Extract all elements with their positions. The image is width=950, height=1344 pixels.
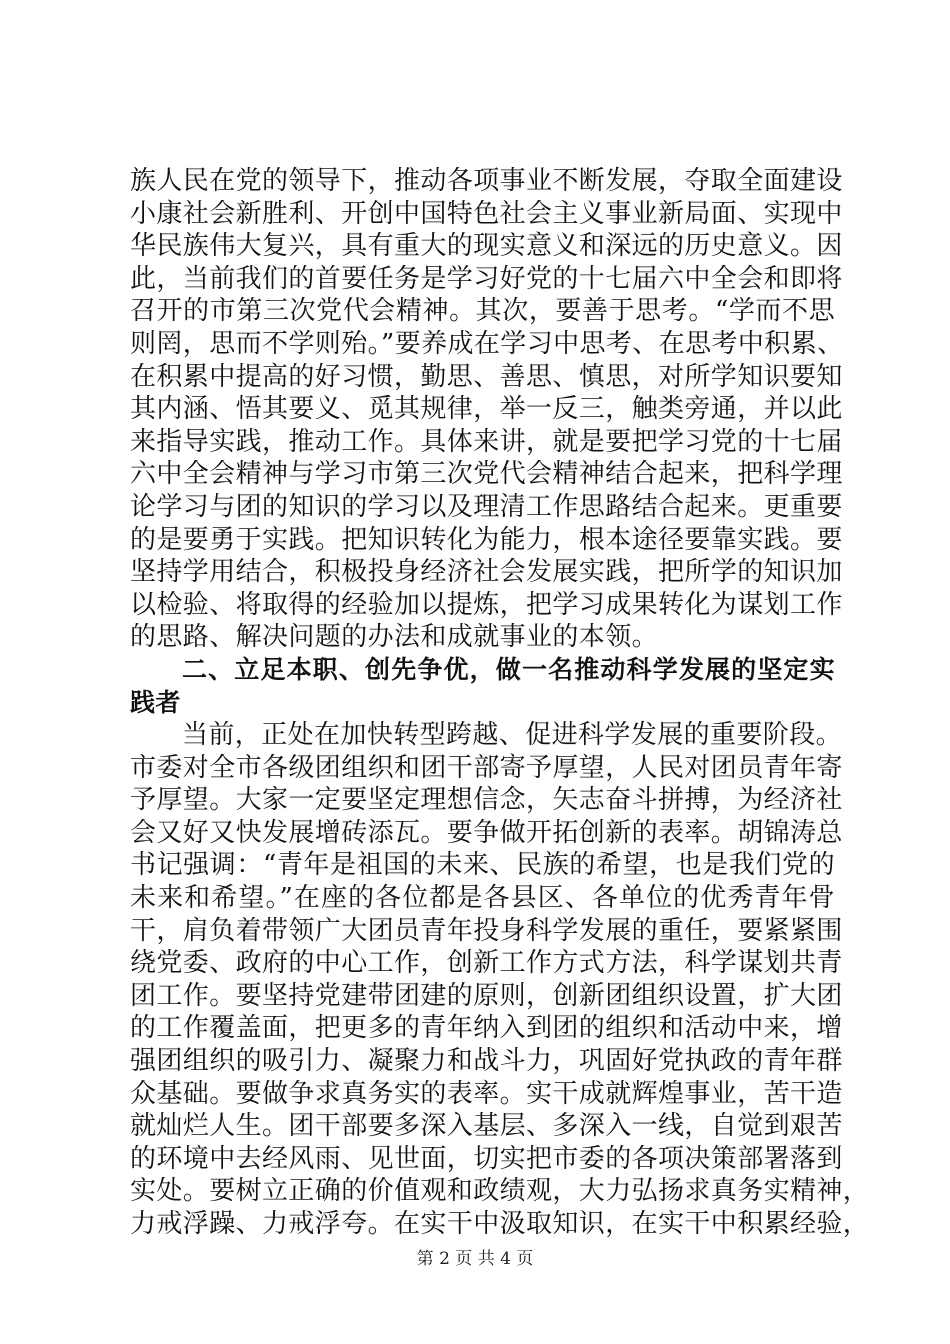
text-line: 团工作。要坚持党建带团建的原则，创新团组织设置，扩大团: [130, 980, 843, 1011]
text-line: 来指导实践，推动工作。具体来讲，就是要把学习党的十七届: [130, 426, 843, 457]
text-line: 召开的市第三次党代会精神。其次，要善于思考。“学而不思: [130, 296, 835, 327]
text-line: 六中全会精神与学习市第三次党代会精神结合起来，把科学理: [130, 459, 843, 490]
text-line: 力戒浮躁、力戒浮夸。在实干中汲取知识，在实干中积累经验，: [130, 1209, 870, 1239]
text-line: 未来和希望。”在座的各位都是各县区、各单位的优秀青年骨: [130, 883, 835, 914]
text-line: 小康社会新胜利、开创中国特色社会主义事业新局面、实现中: [130, 198, 843, 229]
text-line: 绕党委、政府的中心工作，创新工作方式方法，科学谋划共青: [130, 948, 843, 979]
text-line: 干，肩负着带领广大团员青年投身科学发展的重任，要紧紧围: [130, 915, 843, 946]
text-line: 市委对全市各级团组织和团干部寄予厚望，人民对团员青年寄: [130, 752, 843, 783]
text-line: 族人民在党的领导下，推动各项事业不断发展，夺取全面建设: [130, 166, 843, 196]
text-line: 论学习与团的知识的学习以及理清工作思路结合起来。更重要: [130, 491, 843, 522]
text-line: 的工作覆盖面，把更多的青年纳入到团的组织和活动中来，增: [130, 1013, 843, 1044]
paragraph-2: [130, 719, 870, 1241]
text-line: 实处。要树立正确的价值观和政绩观，大力弘扬求真务实精神，: [130, 1176, 870, 1207]
text-line: 的环境中去经风雨、见世面，切实把市委的各项决策部署落到: [130, 1143, 843, 1174]
document-body: [130, 165, 870, 1241]
text-line: 坚持学用结合，积极投身经济社会发展实践，把所学的知识加: [130, 557, 843, 588]
text-line: 会又好又快发展增砖添瓦。要争做开拓创新的表率。胡锦涛总: [130, 817, 843, 848]
text-line: 就灿烂人生。团干部要多深入基层、多深入一线，自觉到艰苦: [130, 1111, 843, 1142]
text-line: 众基础。要做争求真务实的表率。实干成就辉煌事业，苦干造: [130, 1078, 843, 1109]
text-line: 当前，正处在加快转型跨越、促进科学发展的重要阶段。: [182, 720, 843, 751]
heading-line: 二、立足本职、创先争优，做一名推动科学发展的坚定实: [182, 654, 835, 684]
text-line: 则罔，思而不学则殆。”要养成在学习中思考、在思考中积累、: [130, 328, 844, 359]
text-line: 强团组织的吸引力、凝聚力和战斗力，巩固好党执政的青年群: [130, 1046, 843, 1077]
paragraph-1: [130, 165, 844, 654]
text-line: 以检验、将取得的经验加以提炼，把学习成果转化为谋划工作: [130, 589, 843, 620]
text-line: 在积累中提高的好习惯，勤思、善思、慎思，对所学知识要知: [130, 361, 843, 392]
text-line: 的思路、解决问题的办法和成就事业的本领。: [130, 622, 659, 653]
text-line: 书记强调：“青年是祖国的未来、民族的希望，也是我们党的: [130, 850, 835, 881]
heading-line: 践者: [130, 687, 181, 717]
text-line: 的是要勇于实践。把知识转化为能力，根本途径要靠实践。要: [130, 524, 843, 555]
section-heading: [130, 654, 835, 719]
text-line: 华民族伟大复兴，具有重大的现实意义和深远的历史意义。因: [130, 231, 843, 262]
text-line: 此，当前我们的首要任务是学习好党的十七届六中全会和即将: [130, 263, 843, 294]
text-line: 予厚望。大家一定要坚定理想信念，矢志奋斗拼搏，为经济社: [130, 785, 843, 816]
page-footer: 第 2 页 共 4 页: [416, 1249, 534, 1269]
text-line: 其内涵、悟其要义、觅其规律，举一反三，触类旁通，并以此: [130, 394, 843, 425]
